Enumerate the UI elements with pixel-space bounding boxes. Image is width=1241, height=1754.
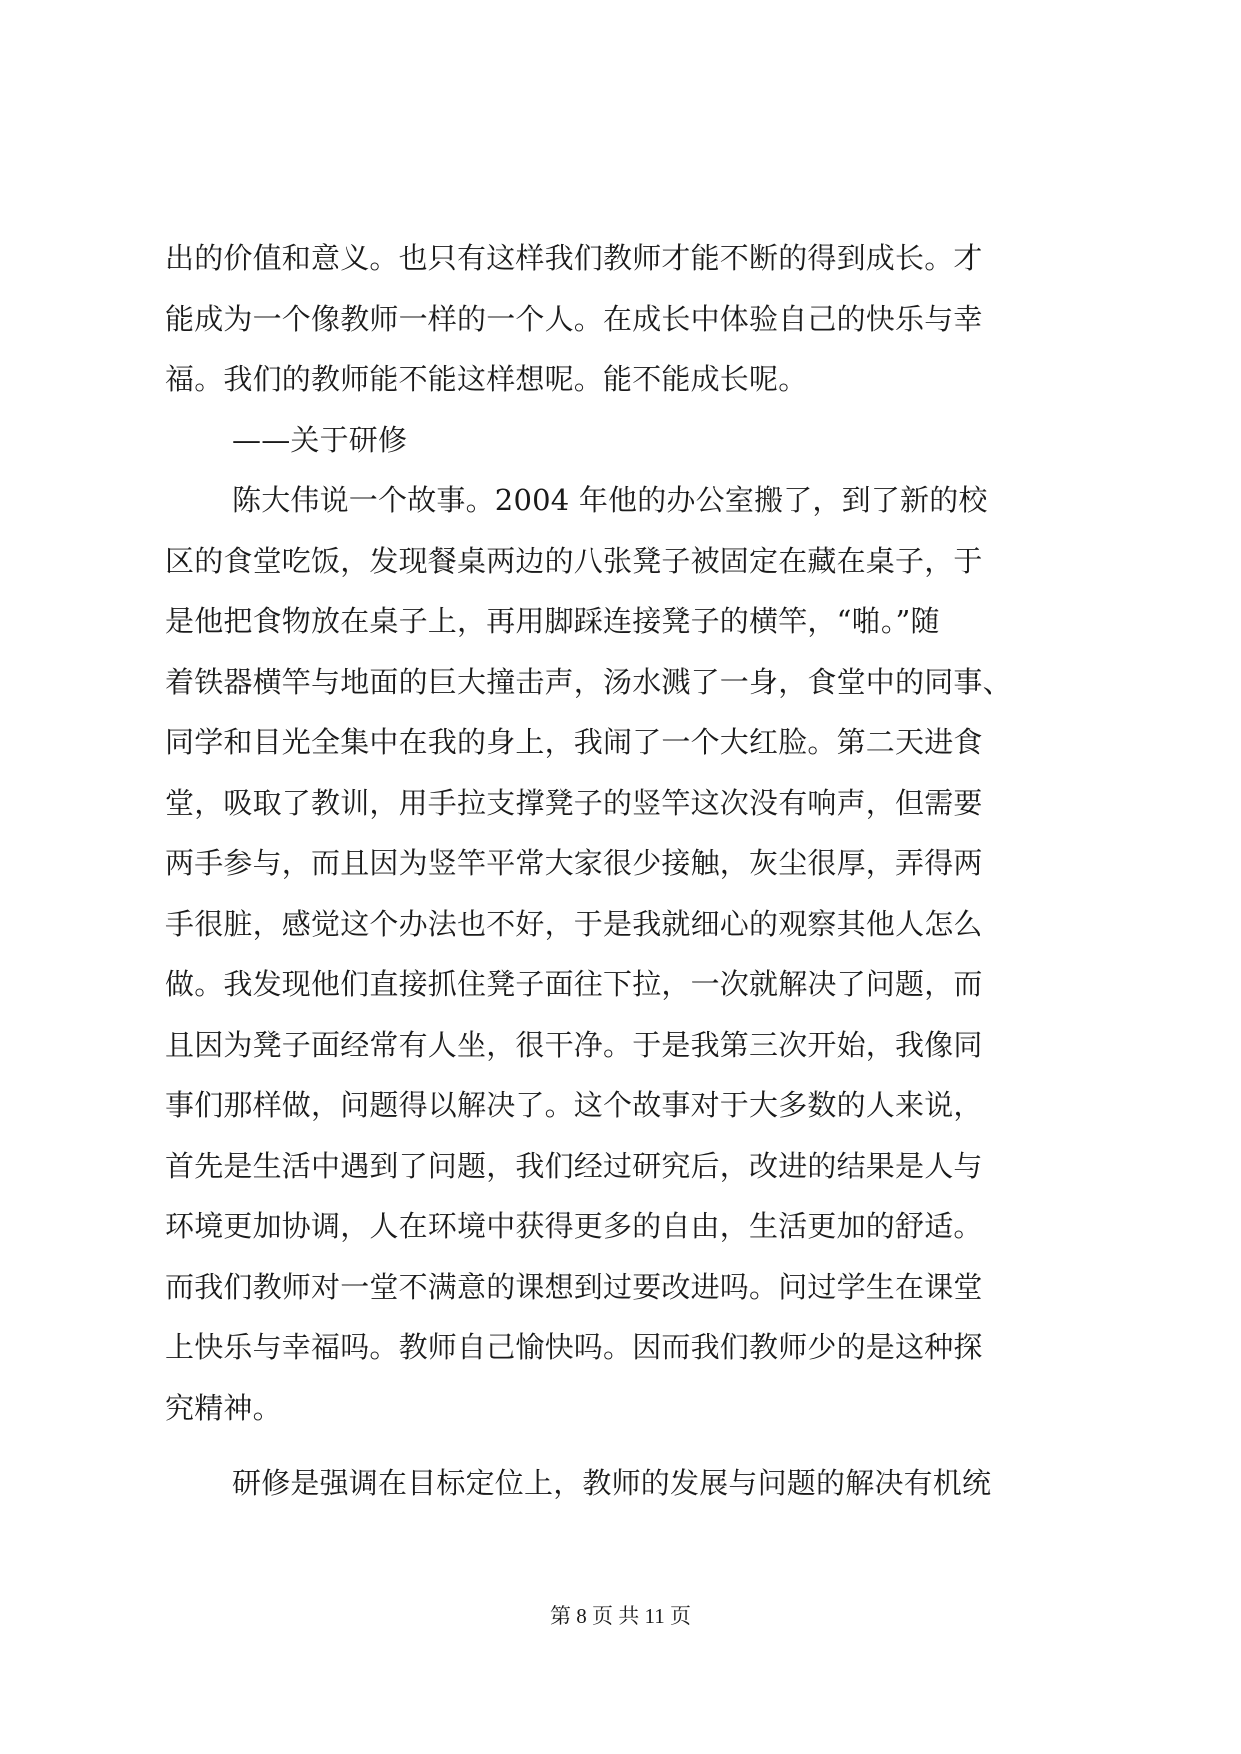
text-line: 究精神。 [165, 1390, 282, 1425]
text-line: 手很脏，感觉这个办法也不好，于是我就细心的观察其他人怎么 [165, 906, 983, 941]
text-line: 研修是强调在目标定位上，教师的发展与问题的解决有机统 [232, 1466, 992, 1500]
text-line: 区的食堂吃饭，发现餐桌两边的八张凳子被固定在藏在桌子，于 [165, 543, 983, 578]
text-line: 是他把食物放在桌子上，再用脚踩连接凳子的横竿，“啪。”随 [165, 604, 940, 638]
text-line: 且因为凳子面经常有人坐，很干净。于是我第三次开始，我像同 [165, 1027, 983, 1062]
text-line: 上快乐与幸福吗。教师自己愉快吗。因而我们教师少的是这种探 [165, 1330, 983, 1364]
page-number-footer: 第 8 页 共 11 页 [550, 1604, 691, 1628]
section-heading: ——关于研修 [232, 422, 408, 457]
text-line: 事们那样做，问题得以解决了。这个故事对于大多数的人来说， [165, 1088, 983, 1122]
text-line: 能成为一个像教师一样的一个人。在成长中体验自己的快乐与幸 [165, 301, 983, 336]
text-line: 堂，吸取了教训，用手拉支撑凳子的竖竿这次没有响声，但需要 [165, 785, 983, 820]
text-line: 两手参与，而且因为竖竿平常大家很少接触，灰尘很厚，弄得两 [165, 846, 983, 880]
text-line: 首先是生活中遇到了问题，我们经过研究后，改进的结果是人与 [165, 1148, 983, 1183]
text-line: 出的价值和意义。也只有这样我们教师才能不断的得到成长。才 [165, 241, 983, 275]
text-line: 做。我发现他们直接抓住凳子面往下拉，一次就解决了问题，而 [165, 967, 983, 1001]
body-text [165, 228, 1085, 1514]
text-line: 而我们教师对一堂不满意的课想到过要改进吗。问过学生在课堂 [165, 1269, 983, 1304]
text-line: 着铁器横竿与地面的巨大撞击声，汤水溅了一身，食堂中的同事、 [165, 664, 1012, 699]
text-line: 陈大伟说一个故事。2004 年他的办公室搬了，到了新的校 [232, 483, 988, 517]
text-line: 同学和目光全集中在我的身上，我闹了一个大红脸。第二天进食 [165, 725, 983, 759]
text-line: 环境更加协调，人在环境中获得更多的自由，生活更加的舒适。 [165, 1209, 983, 1243]
text-line: 福。我们的教师能不能这样想呢。能不能成长呢。 [165, 362, 808, 396]
